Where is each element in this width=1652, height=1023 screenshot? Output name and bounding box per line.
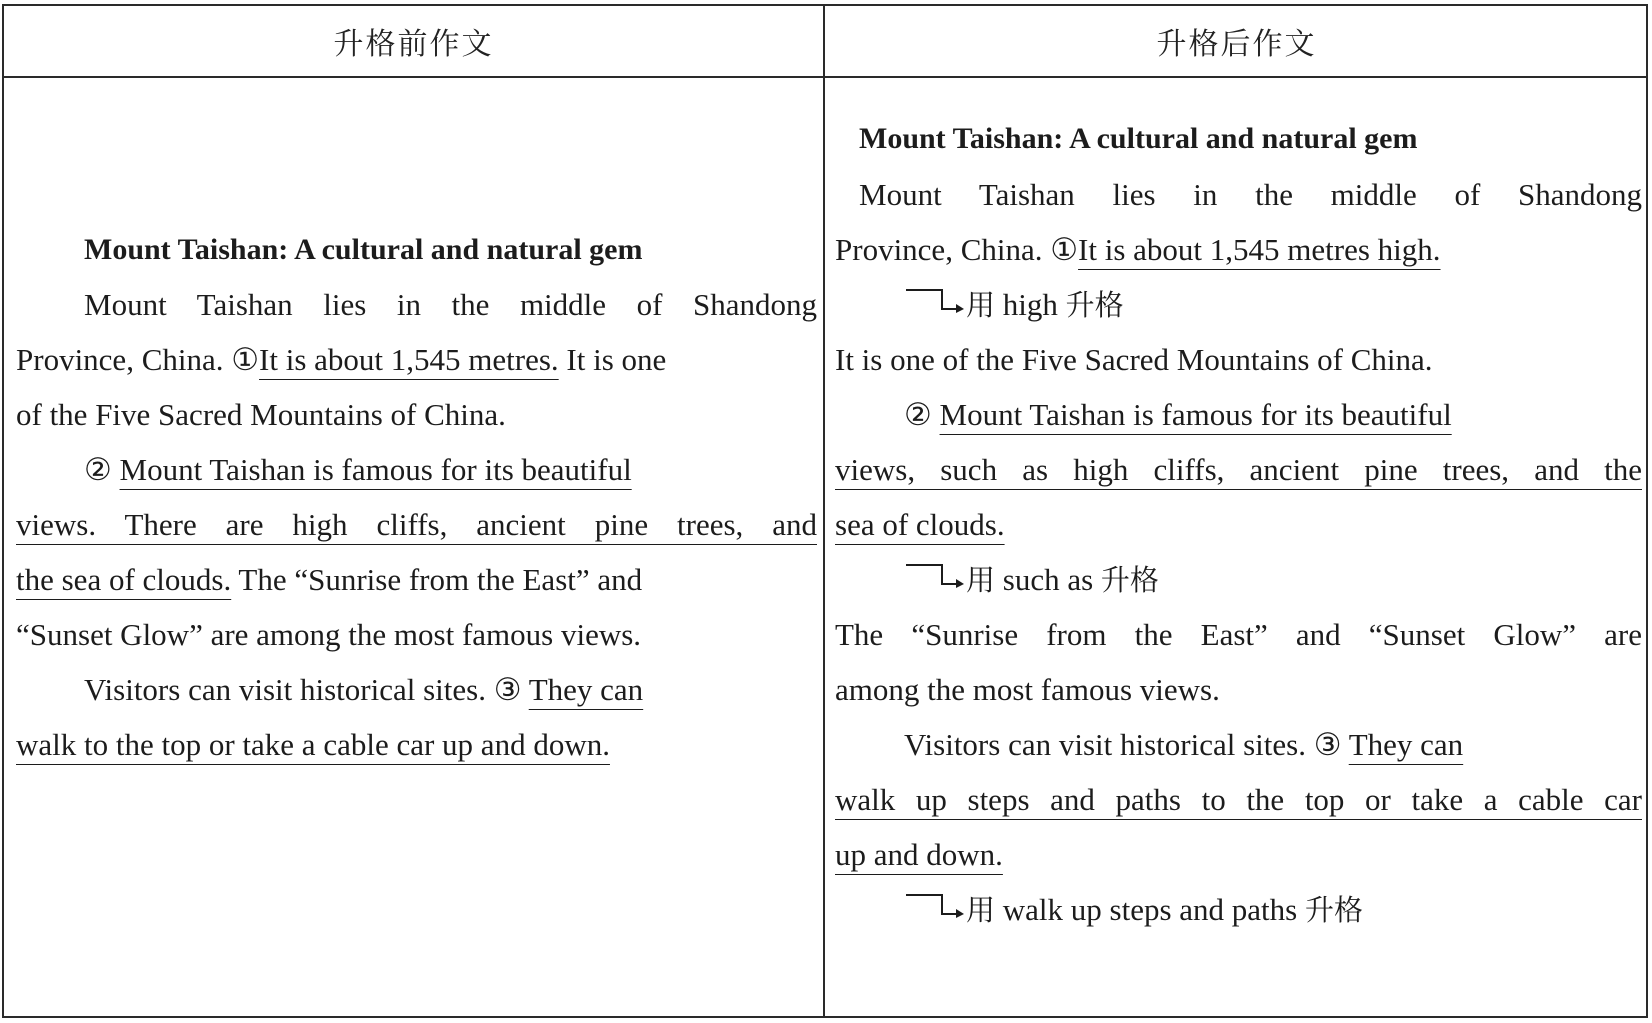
underlined-sentence: views, such as high cliffs, ancient pine trees, and the (835, 452, 1642, 487)
after-line (904, 395, 1452, 435)
revision-note: 用 such as 升格 (904, 560, 1159, 600)
bent-arrow-icon (904, 287, 966, 313)
after-line: among the most famous views. (835, 672, 1220, 707)
circled-number: ② (904, 397, 932, 432)
underlined-sentence: the sea of clouds. (16, 562, 232, 597)
after-line (835, 835, 1003, 875)
underlined-sentence: It is about 1,545 metres high. (1078, 232, 1441, 267)
underlined-sentence: They can (528, 672, 644, 707)
bent-arrow-icon (904, 562, 966, 588)
circled-number: ② (84, 452, 112, 487)
revision-note: 用 walk up steps and paths 升格 (904, 890, 1363, 930)
bent-arrow-icon (904, 892, 966, 918)
underlined-sentence: walk to the top or take a cable car up and down. (16, 727, 610, 762)
after-line (835, 780, 1642, 820)
before-line: “Sunset Glow” are among the most famous views. (16, 617, 642, 652)
before-line: the sea of clouds. The “Sunrise from the East” and (16, 562, 643, 597)
underlined-sentence: Mount Taishan is famous for its beautiful (939, 397, 1452, 432)
circled-number: ① (1050, 232, 1079, 267)
circled-number: ① (231, 342, 260, 377)
after-line: Province, China. ①It is about 1,545 metres high. (835, 232, 1441, 267)
underlined-sentence: sea of clouds. (835, 507, 1005, 542)
header-after: 升格后作文 (1156, 27, 1317, 62)
header-before: 升格前作文 (333, 27, 494, 62)
circled-number: ③ (493, 672, 522, 707)
before-line: Province, China. ①It is about 1,545 metres. It is one (16, 342, 667, 377)
underlined-sentence: Mount Taishan is famous for its beautiful (119, 452, 632, 487)
before-line (84, 450, 632, 490)
column-divider (823, 6, 825, 1016)
after-line: Visitors can visit historical sites. ③ They can (904, 727, 1464, 762)
underlined-sentence: They can (1348, 727, 1464, 762)
before-line: Mount Taishan lies in the middle of Shandong (84, 287, 817, 322)
before-line (16, 505, 817, 545)
circled-number: ③ (1313, 727, 1342, 762)
header-divider (4, 76, 1646, 78)
before-line: of the Five Sacred Mountains of China. (16, 397, 506, 432)
after-title: Mount Taishan: A cultural and natural gem (859, 122, 1418, 155)
comparison-table (2, 4, 1648, 1018)
before-line: Visitors can visit historical sites. ③ They can (84, 672, 644, 707)
underlined-sentence: walk up steps and paths to the top or take a cable car (835, 782, 1642, 817)
after-line: Mount Taishan lies in the middle of Shandong (859, 177, 1642, 212)
after-line: It is one of the Five Sacred Mountains of China. (835, 342, 1433, 377)
underlined-sentence: It is about 1,545 metres. (259, 342, 559, 377)
revision-note: 用 high 升格 (904, 285, 1124, 325)
before-line (16, 725, 610, 765)
underlined-sentence: up and down. (835, 837, 1003, 872)
before-title: Mount Taishan: A cultural and natural gem (84, 233, 643, 266)
after-line (835, 450, 1642, 490)
after-line: The “Sunrise from the East” and “Sunset Glow” are (835, 617, 1642, 652)
after-line (835, 505, 1005, 545)
underlined-sentence: views. There are high cliffs, ancient pine trees, and (16, 507, 817, 542)
